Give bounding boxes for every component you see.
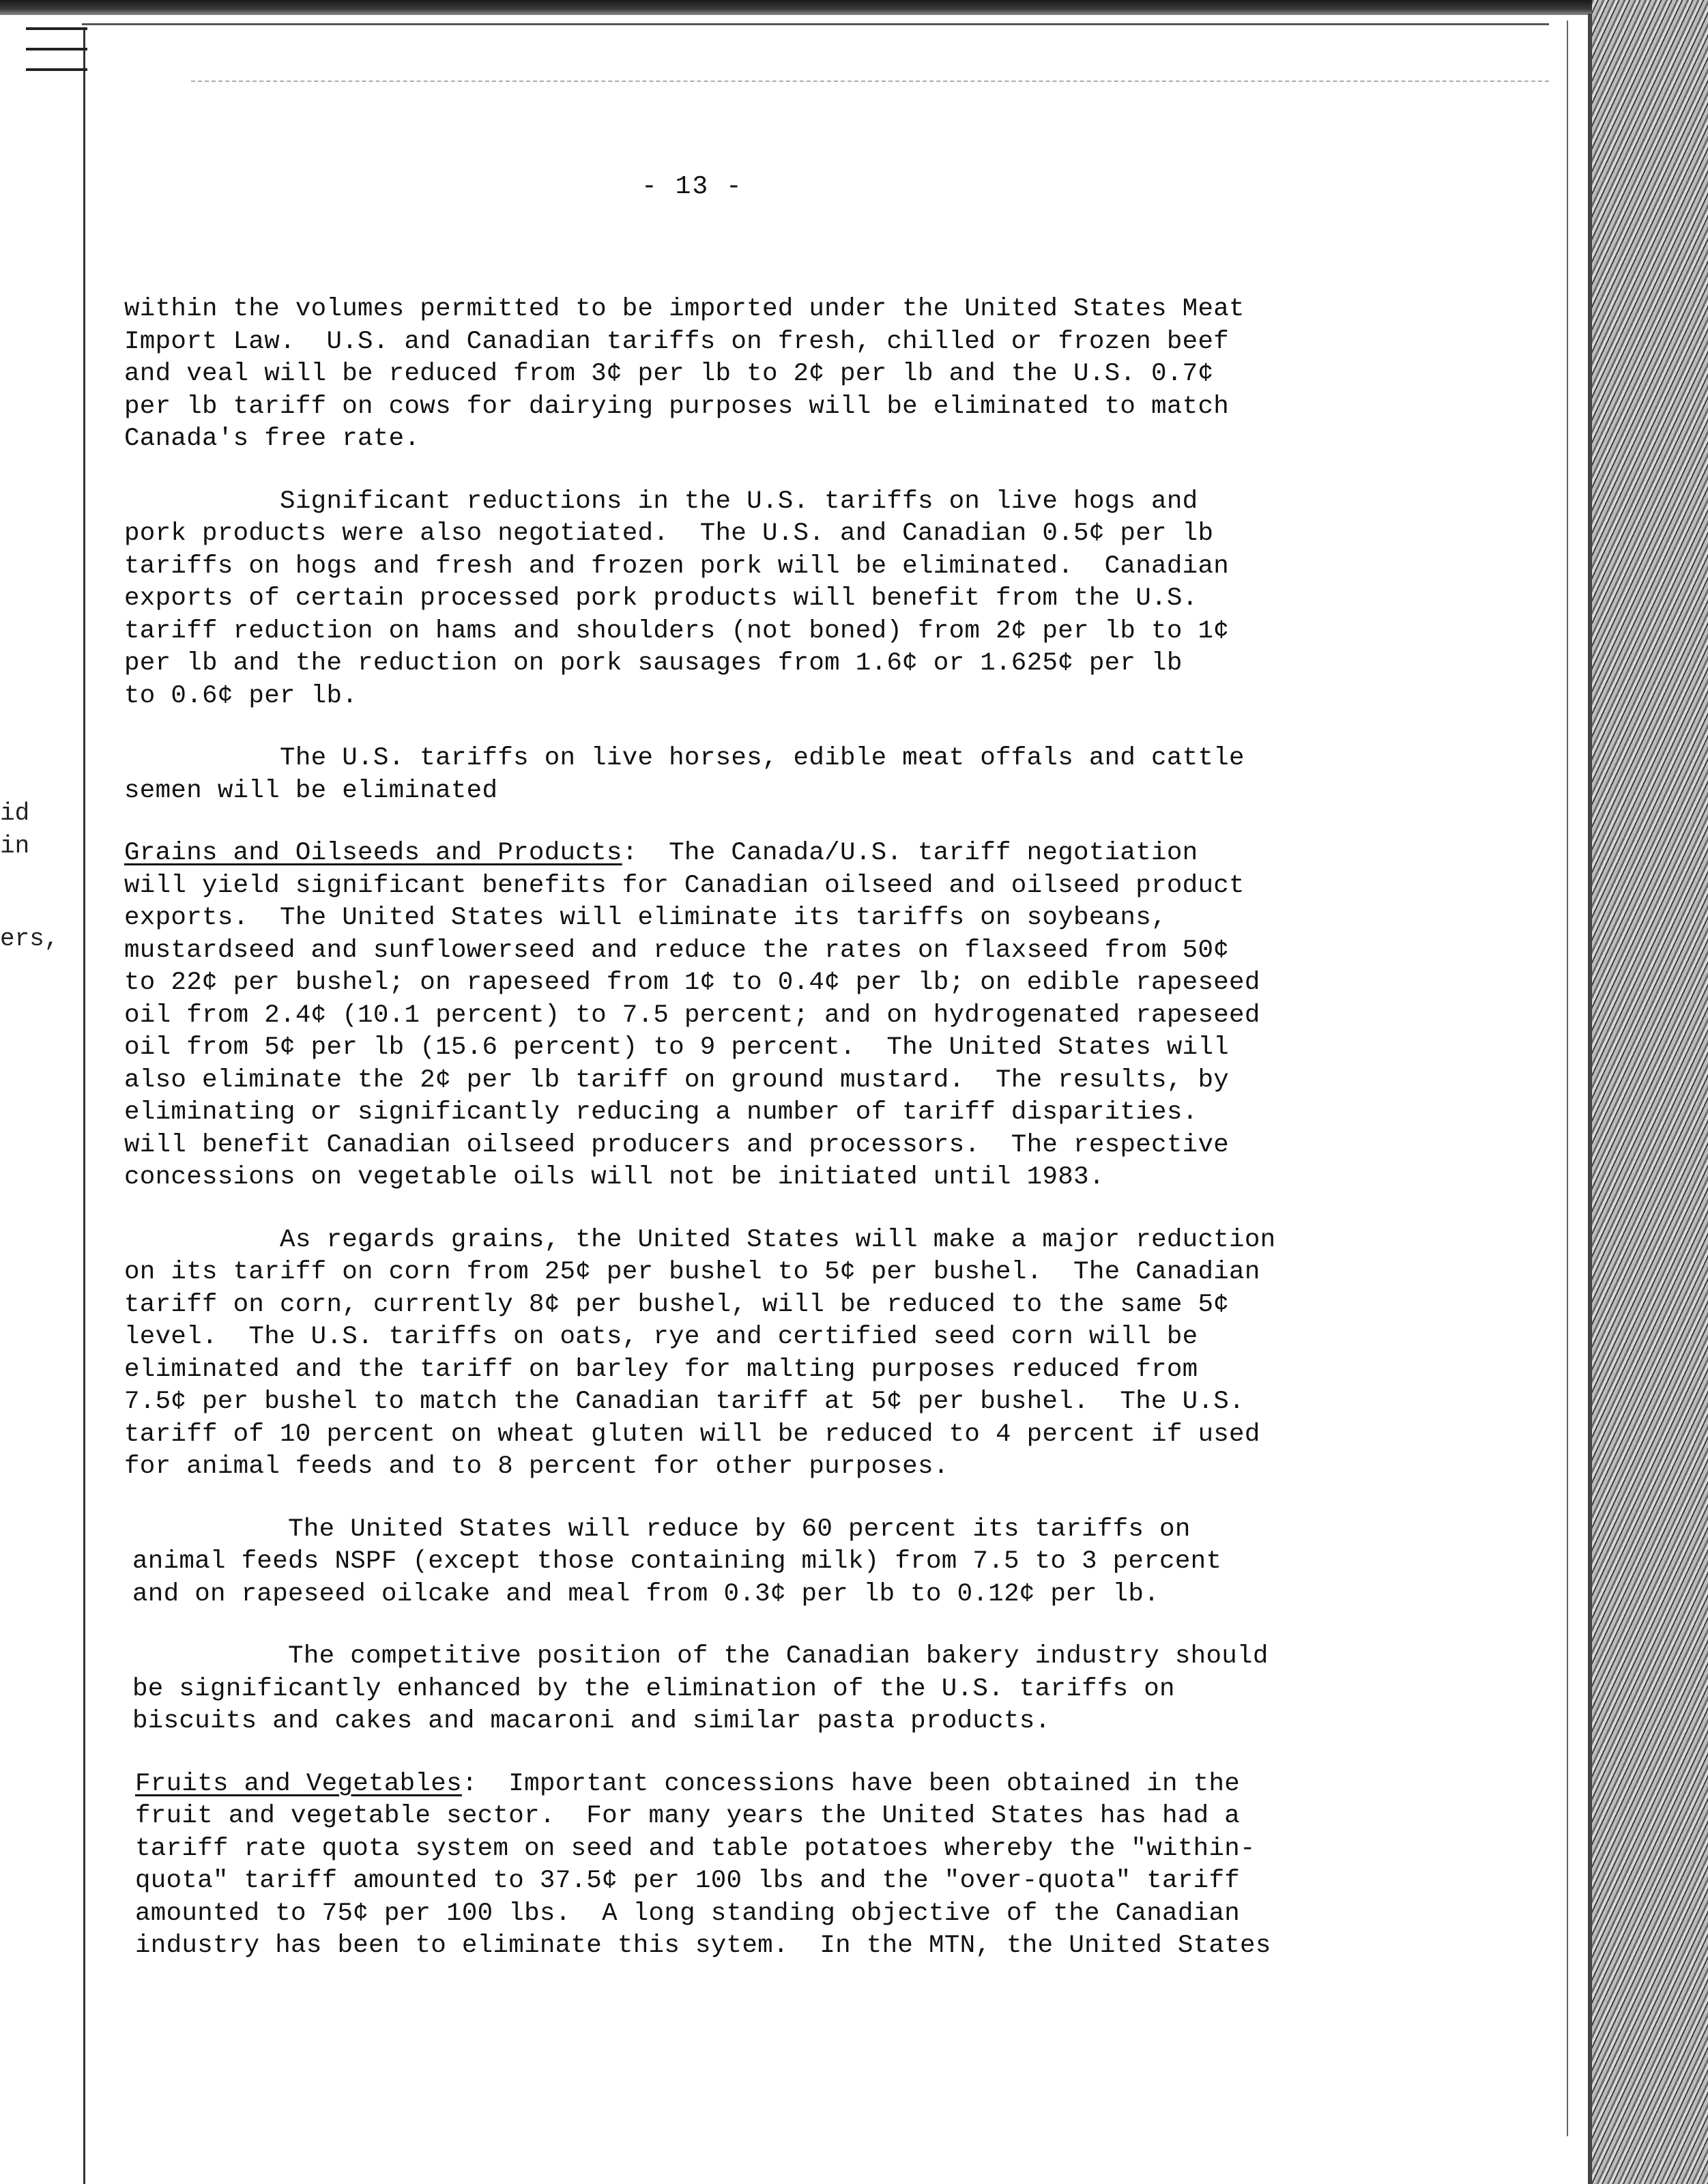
text-line: Significant reductions in the U.S. tariffs on live hogs and xyxy=(124,487,1198,516)
text-line: fruit and vegetable sector. For many years the United States has had a xyxy=(135,1802,1241,1830)
text-line: for animal feeds and to 8 percent for other purposes. xyxy=(124,1452,949,1481)
text-line: eliminating or significantly reducing a number of tariff disparities. xyxy=(124,1098,1198,1127)
paragraph xyxy=(124,1224,1325,1484)
text-line: mustardseed and sunflowerseed and reduce the rates on flaxseed from 50¢ xyxy=(124,936,1230,965)
text-line: The competitive position of the Canadian bakery industry should xyxy=(132,1642,1269,1671)
binding-edge-line xyxy=(83,27,85,2184)
document-body xyxy=(124,293,1325,1963)
text-line: 7.5¢ per bushel to match the Canadian tariff at 5¢ per bushel. The U.S. xyxy=(124,1388,1245,1416)
text-line: to 0.6¢ per lb. xyxy=(124,681,358,710)
text-line: tariffs on hogs and fresh and frozen pork will be eliminated. Canadian xyxy=(124,551,1230,581)
paragraph-fruits-vegetables xyxy=(124,1768,1325,1963)
text-line: Import Law. U.S. and Canadian tariffs on fresh, chilled or frozen beef xyxy=(124,327,1230,356)
margin-fragment: in xyxy=(0,832,30,860)
page-number: - 13 - xyxy=(641,172,743,201)
section-heading: Grains and Oilseeds and Products xyxy=(124,839,622,867)
text-line: be significantly enhanced by the elimination of the U.S. tariffs on xyxy=(132,1674,1175,1704)
text-line: and on rapeseed oilcake and meal from 0.3¢ per lb to 0.12¢ per lb. xyxy=(132,1579,1160,1609)
text-line: level. The U.S. tariffs on oats, rye and certified seed corn will be xyxy=(124,1323,1198,1351)
text-line: As regards grains, the United States will make a major reduction xyxy=(124,1225,1276,1254)
paragraph xyxy=(124,743,1325,807)
paragraph xyxy=(124,1641,1325,1738)
text-line: tariff reduction on hams and shoulders (not boned) from 2¢ per lb to 1¢ xyxy=(124,616,1230,646)
text-line: exports. The United States will eliminate its tariffs on soybeans, xyxy=(124,904,1167,932)
text-line xyxy=(135,1768,1325,1801)
page-edge-line xyxy=(82,23,1549,25)
text-line xyxy=(124,837,1325,870)
scan-right-edge xyxy=(1592,0,1708,2184)
text-line: tariff rate quota system on seed and table potatoes whereby the "within- xyxy=(135,1834,1256,1863)
text-line: tariff on corn, currently 8¢ per bushel, will be reduced to the same 5¢ xyxy=(124,1290,1230,1319)
text-line: The United States will reduce by 60 percent its tariffs on xyxy=(132,1514,1191,1544)
heading-line-rest: : The Canada/U.S. tariff negotiation xyxy=(622,839,1198,867)
paragraph-grains-oilseeds xyxy=(124,837,1325,1194)
text-line: eliminated and the tariff on barley for malting purposes reduced from xyxy=(124,1355,1198,1384)
text-line: within the volumes permitted to be imported under the United States Meat xyxy=(124,295,1245,324)
text-line: industry has been to eliminate this sytem. In the MTN, the United States xyxy=(135,1931,1271,1960)
margin-fragment: ers, xyxy=(0,925,59,953)
margin-fragment: id xyxy=(0,799,30,827)
text-line: on its tariff on corn from 25¢ per bushel to 5¢ per bushel. The Canadian xyxy=(124,1258,1260,1287)
scan-top-edge xyxy=(0,0,1708,15)
text-line: to 22¢ per bushel; on rapeseed from 1¢ to 0.4¢ per lb; on edible rapeseed xyxy=(124,968,1260,997)
heading-line-rest: : Important concessions have been obtained in the xyxy=(461,1769,1241,1798)
text-line: tariff of 10 percent on wheat gluten will be reduced to 4 percent if used xyxy=(124,1420,1260,1449)
text-line: will benefit Canadian oilseed producers and processors. The respective xyxy=(124,1130,1230,1160)
text-line: also eliminate the 2¢ per lb tariff on ground mustard. The results, by xyxy=(124,1065,1230,1095)
text-line: concessions on vegetable oils will not be initiated until 1983. xyxy=(124,1163,1105,1192)
text-line: The U.S. tariffs on live horses, edible meat offals and cattle xyxy=(124,744,1245,773)
paragraph xyxy=(124,293,1325,456)
text-line: will yield significant benefits for Canadian oilseed and oilseed product xyxy=(124,871,1245,900)
paragraph xyxy=(124,486,1325,713)
text-line: exports of certain processed pork products will benefit from the U.S. xyxy=(124,584,1198,613)
text-line: Canada's free rate. xyxy=(124,425,420,453)
text-line: oil from 5¢ per lb (15.6 percent) to 9 percent. The United States will xyxy=(124,1033,1230,1062)
paragraph xyxy=(124,1514,1325,1611)
page-edge-line xyxy=(191,81,1549,82)
text-line: per lb and the reduction on pork sausages from 1.6¢ or 1.625¢ per lb xyxy=(124,649,1183,678)
text-line: quota" tariff amounted to 37.5¢ per 100 lbs and the "over-quota" tariff xyxy=(135,1867,1241,1895)
text-line: pork products were also negotiated. The U.S. and Canadian 0.5¢ per lb xyxy=(124,519,1214,548)
page-edge-line xyxy=(1567,20,1568,2136)
text-line: oil from 2.4¢ (10.1 percent) to 7.5 percent; and on hydrogenated rapeseed xyxy=(124,1001,1260,1030)
section-heading: Fruits and Vegetables xyxy=(135,1769,462,1798)
text-line: biscuits and cakes and macaroni and similar pasta products. xyxy=(132,1707,1051,1736)
page-stack-edges xyxy=(26,27,94,109)
text-line: and veal will be reduced from 3¢ per lb to 2¢ per lb and the U.S. 0.7¢ xyxy=(124,360,1214,388)
text-line: semen will be eliminated xyxy=(124,776,498,805)
text-line: per lb tariff on cows for dairying purposes will be eliminated to match xyxy=(124,392,1230,421)
text-line: amounted to 75¢ per 100 lbs. A long standing objective of the Canadian xyxy=(135,1899,1241,1928)
text-line: animal feeds NSPF (except those containing milk) from 7.5 to 3 percent xyxy=(132,1547,1222,1576)
